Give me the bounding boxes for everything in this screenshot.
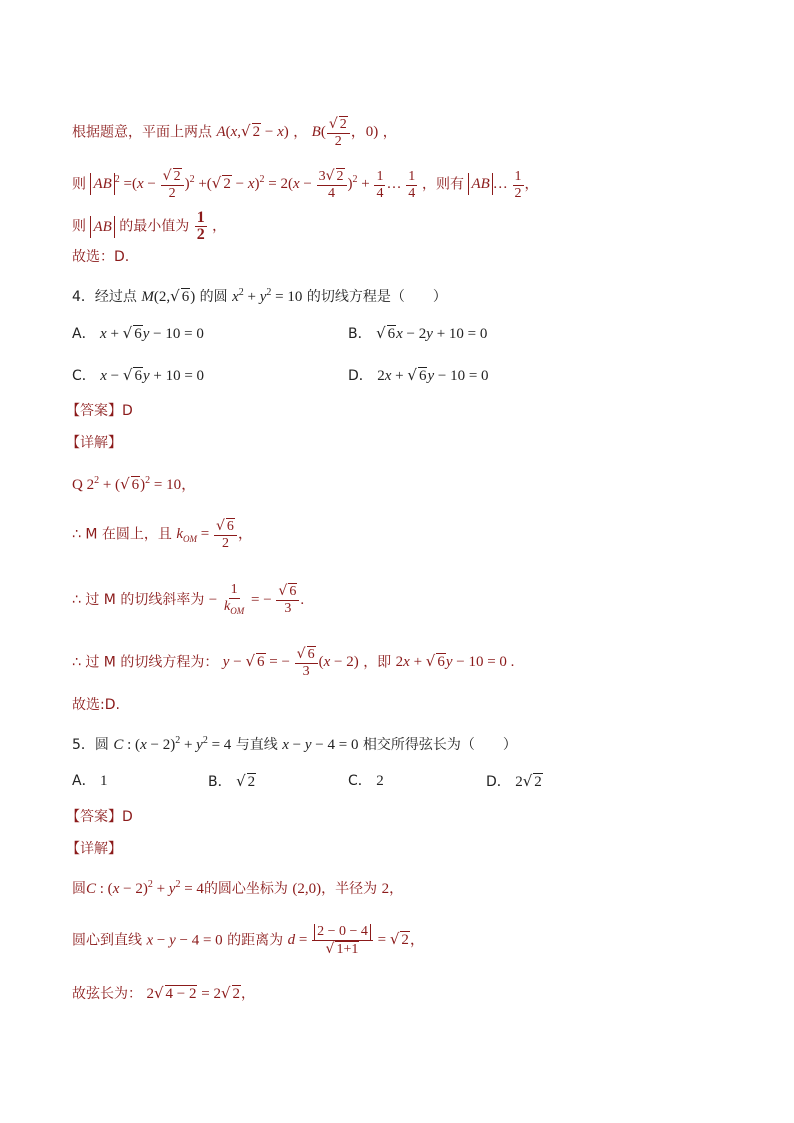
- math-tangent-line: y − √ 6 = − $\frac{√ 6}{3}$ (x − 2): [222, 646, 359, 679]
- option-label: B．: [348, 326, 372, 342]
- text: ，: [382, 124, 397, 141]
- option-expr: √ 6x − 2y + 10 = 0: [376, 324, 488, 342]
- math-circle-c: C : $(x - 2)^2 + y^2 = 4$: [86, 879, 204, 897]
- text: 则: [72, 176, 86, 193]
- text: 圆心到直线: [72, 932, 142, 949]
- sol3-choice: 故选：D.: [72, 249, 130, 265]
- q4-option-b[interactable]: [348, 322, 487, 345]
- text: 的距离为: [227, 932, 284, 949]
- math-radius: 2: [381, 881, 390, 897]
- math-ab-bound: AB … $\frac{1}{2}$: [468, 176, 524, 192]
- text: ，: [389, 881, 404, 897]
- text: 的最小值为: [119, 218, 190, 235]
- text: ，即: [363, 654, 392, 671]
- q4-answer: 【答案】D: [66, 403, 133, 419]
- text: ，: [212, 218, 227, 235]
- option-expr: x − √ 6y + 10 = 0: [100, 366, 205, 384]
- math-center: (2,0): [292, 881, 322, 897]
- option-expr: x + √ 6y − 10 = 0: [100, 324, 204, 342]
- sol3-line-2: 则 AB $^2$ =(x − $\frac{√ 2}{2}$ )$^2$ +(√ 2 − x)$^2$ = 2(x − $\frac{3√ 2}{4}$ )$^2$ + $\frac{1}{4}$ … $\frac{1}{4}$ ，则有 AB … $\frac{1}{2}$ ，: [72, 168, 539, 201]
- text: 圆: [72, 881, 86, 897]
- text: ∴ M 在圆上，且: [72, 526, 172, 543]
- math-point-m: M(2,√ 6): [141, 287, 196, 305]
- sol3-line-3: [72, 210, 226, 243]
- math-tangent-result: 2x + √ 6y − 10 = 0 .: [395, 652, 515, 671]
- option-label: D．: [486, 774, 511, 790]
- math-line: x − y − 4 = 0: [146, 932, 223, 949]
- text: 的圆: [199, 289, 228, 305]
- q4-step-3: [72, 582, 304, 619]
- text: 的圆心坐标为: [203, 881, 288, 897]
- q5-step-2: [72, 924, 425, 958]
- option-expr: √ 2: [236, 772, 256, 790]
- option-label: A．: [72, 326, 96, 342]
- math-slope-om: $k_{OM}$ = $\frac{√ 6}{2}$ ，: [176, 518, 253, 551]
- math-min-value: $\frac{1}{2}$: [196, 209, 205, 243]
- q5-step-1: [72, 874, 403, 900]
- q4-number: 4．经过点: [72, 289, 137, 305]
- q5-number: 5．圆: [72, 737, 109, 753]
- q5-step-3: [72, 982, 255, 1005]
- text: ，则有: [421, 176, 464, 193]
- q4-option-d[interactable]: [348, 364, 489, 387]
- math-chord-length: 2√ 4 − 2 = 2√ 2: [146, 984, 241, 1002]
- q5-option-d[interactable]: [486, 770, 543, 793]
- q4-step-1: Q $2^2$ + (√ 6)$^2$ = 10，: [72, 475, 197, 493]
- text: 则: [72, 218, 86, 235]
- math-ab: AB: [90, 219, 114, 235]
- text: ，: [241, 986, 256, 1002]
- q4-detail-heading: 【详解】: [66, 435, 122, 451]
- text: ，半径为: [321, 881, 378, 897]
- option-expr: 2: [376, 773, 384, 789]
- text: 的切线方程是（ ）: [306, 289, 447, 305]
- q4-step-4: [72, 646, 514, 680]
- math-circle-c: C : $(x - 2)^2 + y^2 = 4$: [113, 735, 232, 753]
- option-label: D．: [348, 368, 373, 384]
- option-expr: 1: [100, 773, 108, 789]
- math-distance-expansion: AB $^2$ =(x − $\frac{√ 2}{2}$ )$^2$ +(√ 2 − x)$^2$ = 2(x − $\frac{3√ 2}{4}$ )$^2$ + $\frac{1}{4}$ … $\frac{1}{4}$: [90, 176, 422, 192]
- q4-option-c[interactable]: [72, 364, 204, 387]
- sol3-line-1: 根据题意，平面上两点 A(x,√ 2 − x) ， B( $\frac{√ 2}{2}$ ，0) ，: [72, 116, 397, 149]
- math-point-a: A(x,√ 2 − x): [216, 122, 289, 141]
- math-point-b: B( $\frac{√ 2}{2}$ ，0): [311, 116, 379, 149]
- q5-stem: [72, 730, 517, 756]
- text: 故弦长为：: [72, 986, 142, 1002]
- text: 与直线: [235, 737, 278, 753]
- q5-detail-heading: 【详解】: [66, 841, 122, 857]
- option-label: C．: [72, 368, 96, 384]
- text: 相交所得弦长为（ ）: [362, 737, 517, 753]
- math-circle-eq: $x^2 + y^2 = 10$: [232, 287, 303, 305]
- option-label: C．: [348, 773, 372, 789]
- option-label: A．: [72, 773, 96, 789]
- math-tangent-slope: − $\frac{1}{k_{OM}}$ = − $\frac{√ 6}{3}$ .: [208, 582, 305, 617]
- math-line: x − y − 4 = 0: [282, 737, 359, 753]
- q4-option-a[interactable]: [72, 322, 204, 345]
- q5-option-a[interactable]: [72, 770, 108, 792]
- q4-stem: [72, 282, 447, 308]
- q5-option-b[interactable]: [208, 770, 256, 793]
- option-expr: 2x + √ 6y − 10 = 0: [377, 366, 489, 384]
- q4-step-2: [72, 518, 253, 552]
- q5-option-c[interactable]: [348, 770, 384, 792]
- option-expr: 2√ 2: [515, 772, 542, 790]
- text: 根据题意，平面上两点: [72, 124, 212, 141]
- q4-choice: 故选:D.: [72, 697, 120, 713]
- q5-answer: 【答案】D: [66, 809, 133, 825]
- option-label: B．: [208, 774, 232, 790]
- text: ∴ 过 M 的切线方程为：: [72, 654, 219, 671]
- math-distance: d = $\frac{2 - 0 - 4}{√ 1+1}$ = √ 2，: [287, 924, 425, 957]
- text: ∴ 过 M 的切线斜率为: [72, 591, 205, 608]
